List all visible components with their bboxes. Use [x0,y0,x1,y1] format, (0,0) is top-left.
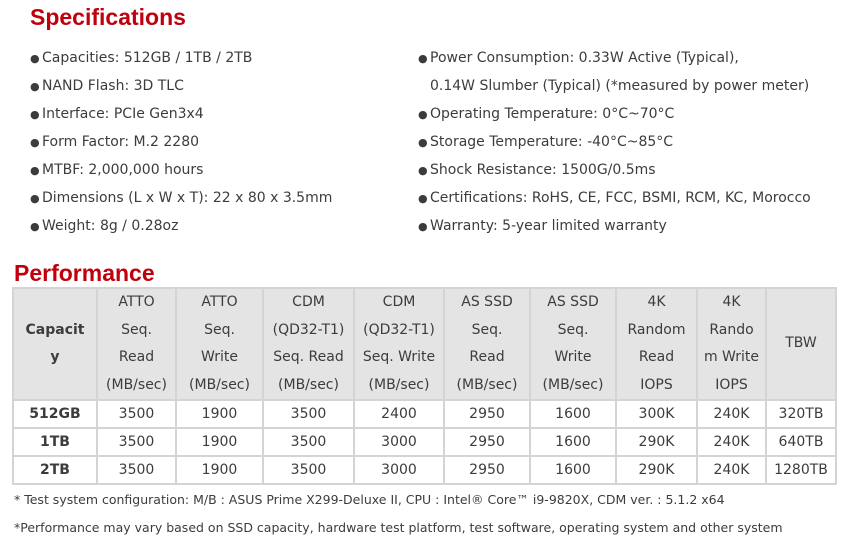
performance-heading: Performance [14,260,155,286]
cell-capacity: 512GB [13,400,97,428]
specifications-left-list [30,44,332,240]
header-asssd-read: AS SSD Seq. Read (MB/sec) [444,288,530,400]
table-cell: 1280TB [766,456,836,484]
spec-item: ● Certifications: RoHS, CE, FCC, BSMI, RCM, KC, Morocco [418,184,811,212]
header-cdm-write: CDM (QD32-T1) Seq. Write (MB/sec) [354,288,444,400]
table-cell: 3500 [97,400,176,428]
spec-item: ● Power Consumption: 0.33W Active (Typical), [418,44,811,72]
header-row [13,288,836,400]
spec-item: ● NAND Flash: 3D TLC [30,72,332,100]
bullet-icon: ● [418,108,428,121]
bullet-icon: ● [30,136,40,149]
specifications-right-list [418,44,811,240]
spec-item: ● Weight: 8g / 0.28oz [30,212,332,240]
bullet-icon: ● [30,108,40,121]
bullet-icon: ● [30,164,40,177]
table-cell: 3000 [354,456,444,484]
table-cell: 3500 [97,428,176,456]
specifications-heading: Specifications [30,4,186,30]
table-cell: 3500 [263,400,354,428]
bullet-icon: ● [30,220,40,233]
spec-item: ● Storage Temperature: -40°C~85°C [418,128,811,156]
performance-table [12,287,837,485]
table-cell: 2950 [444,428,530,456]
table-cell: 1900 [176,456,263,484]
table-cell: 1600 [530,400,616,428]
spec-item: ● Shock Resistance: 1500G/0.5ms [418,156,811,184]
table-cell: 290K [616,456,697,484]
table-cell: 290K [616,428,697,456]
header-atto-read: ATTO Seq. Read (MB/sec) [97,288,176,400]
table-cell: 2950 [444,456,530,484]
table-cell: 1900 [176,428,263,456]
spec-item: ● Operating Temperature: 0°C~70°C [418,100,811,128]
header-atto-write: ATTO Seq. Write (MB/sec) [176,288,263,400]
table-row [13,400,836,428]
table-cell: 300K [616,400,697,428]
table-cell: 3500 [97,456,176,484]
bullet-icon: ● [418,192,428,205]
bullet-icon: ● [30,52,40,65]
spec-item: ● Warranty: 5-year limited warranty [418,212,811,240]
spec-item: ● Form Factor: M.2 2280 [30,128,332,156]
performance-disclaimer-note: *Performance may vary based on SSD capacity, hardware test platform, test software, operating system and other system [14,520,783,535]
header-4k-read: 4K Random Read IOPS [616,288,697,400]
table-cell: 240K [697,400,766,428]
table-row [13,456,836,484]
spec-item: ● Capacities: 512GB / 1TB / 2TB [30,44,332,72]
header-4k-write: 4K Rando m Write IOPS [697,288,766,400]
table-cell: 320TB [766,400,836,428]
table-cell: 3500 [263,428,354,456]
table-cell: 1600 [530,428,616,456]
bullet-icon: ● [30,192,40,205]
table-cell: 2400 [354,400,444,428]
bullet-icon: ● [418,136,428,149]
table-cell: 2950 [444,400,530,428]
table-cell: 3500 [263,456,354,484]
table-cell: 640TB [766,428,836,456]
table-cell: 3000 [354,428,444,456]
bullet-icon: ● [30,80,40,93]
spec-item-continuation: 0.14W Slumber (Typical) (*measured by power meter) [430,78,810,94]
header-asssd-write: AS SSD Seq. Write (MB/sec) [530,288,616,400]
bullet-icon: ● [418,52,428,65]
spec-item: ● MTBF: 2,000,000 hours [30,156,332,184]
table-cell: 240K [697,428,766,456]
bullet-icon: ● [418,220,428,233]
table-cell: 240K [697,456,766,484]
test-configuration-note: * Test system configuration: M/B : ASUS Prime X299-Deluxe II, CPU : Intel® Core™ i9-9820X, CDM ver. : 5.1.2 x64 [14,492,725,507]
header-capacity: Capacit y [13,288,97,400]
bullet-icon: ● [418,164,428,177]
spec-item: ● Dimensions (L x W x T): 22 x 80 x 3.5mm [30,184,332,212]
table-cell: 1900 [176,400,263,428]
header-cdm-read: CDM (QD32-T1) Seq. Read (MB/sec) [263,288,354,400]
performance-table-body [13,400,836,484]
spec-item: ● Interface: PCIe Gen3x4 [30,100,332,128]
table-cell: 1600 [530,456,616,484]
cell-capacity: 1TB [13,428,97,456]
cell-capacity: 2TB [13,456,97,484]
performance-table-header [13,288,836,400]
header-tbw: TBW [766,288,836,400]
table-row [13,428,836,456]
